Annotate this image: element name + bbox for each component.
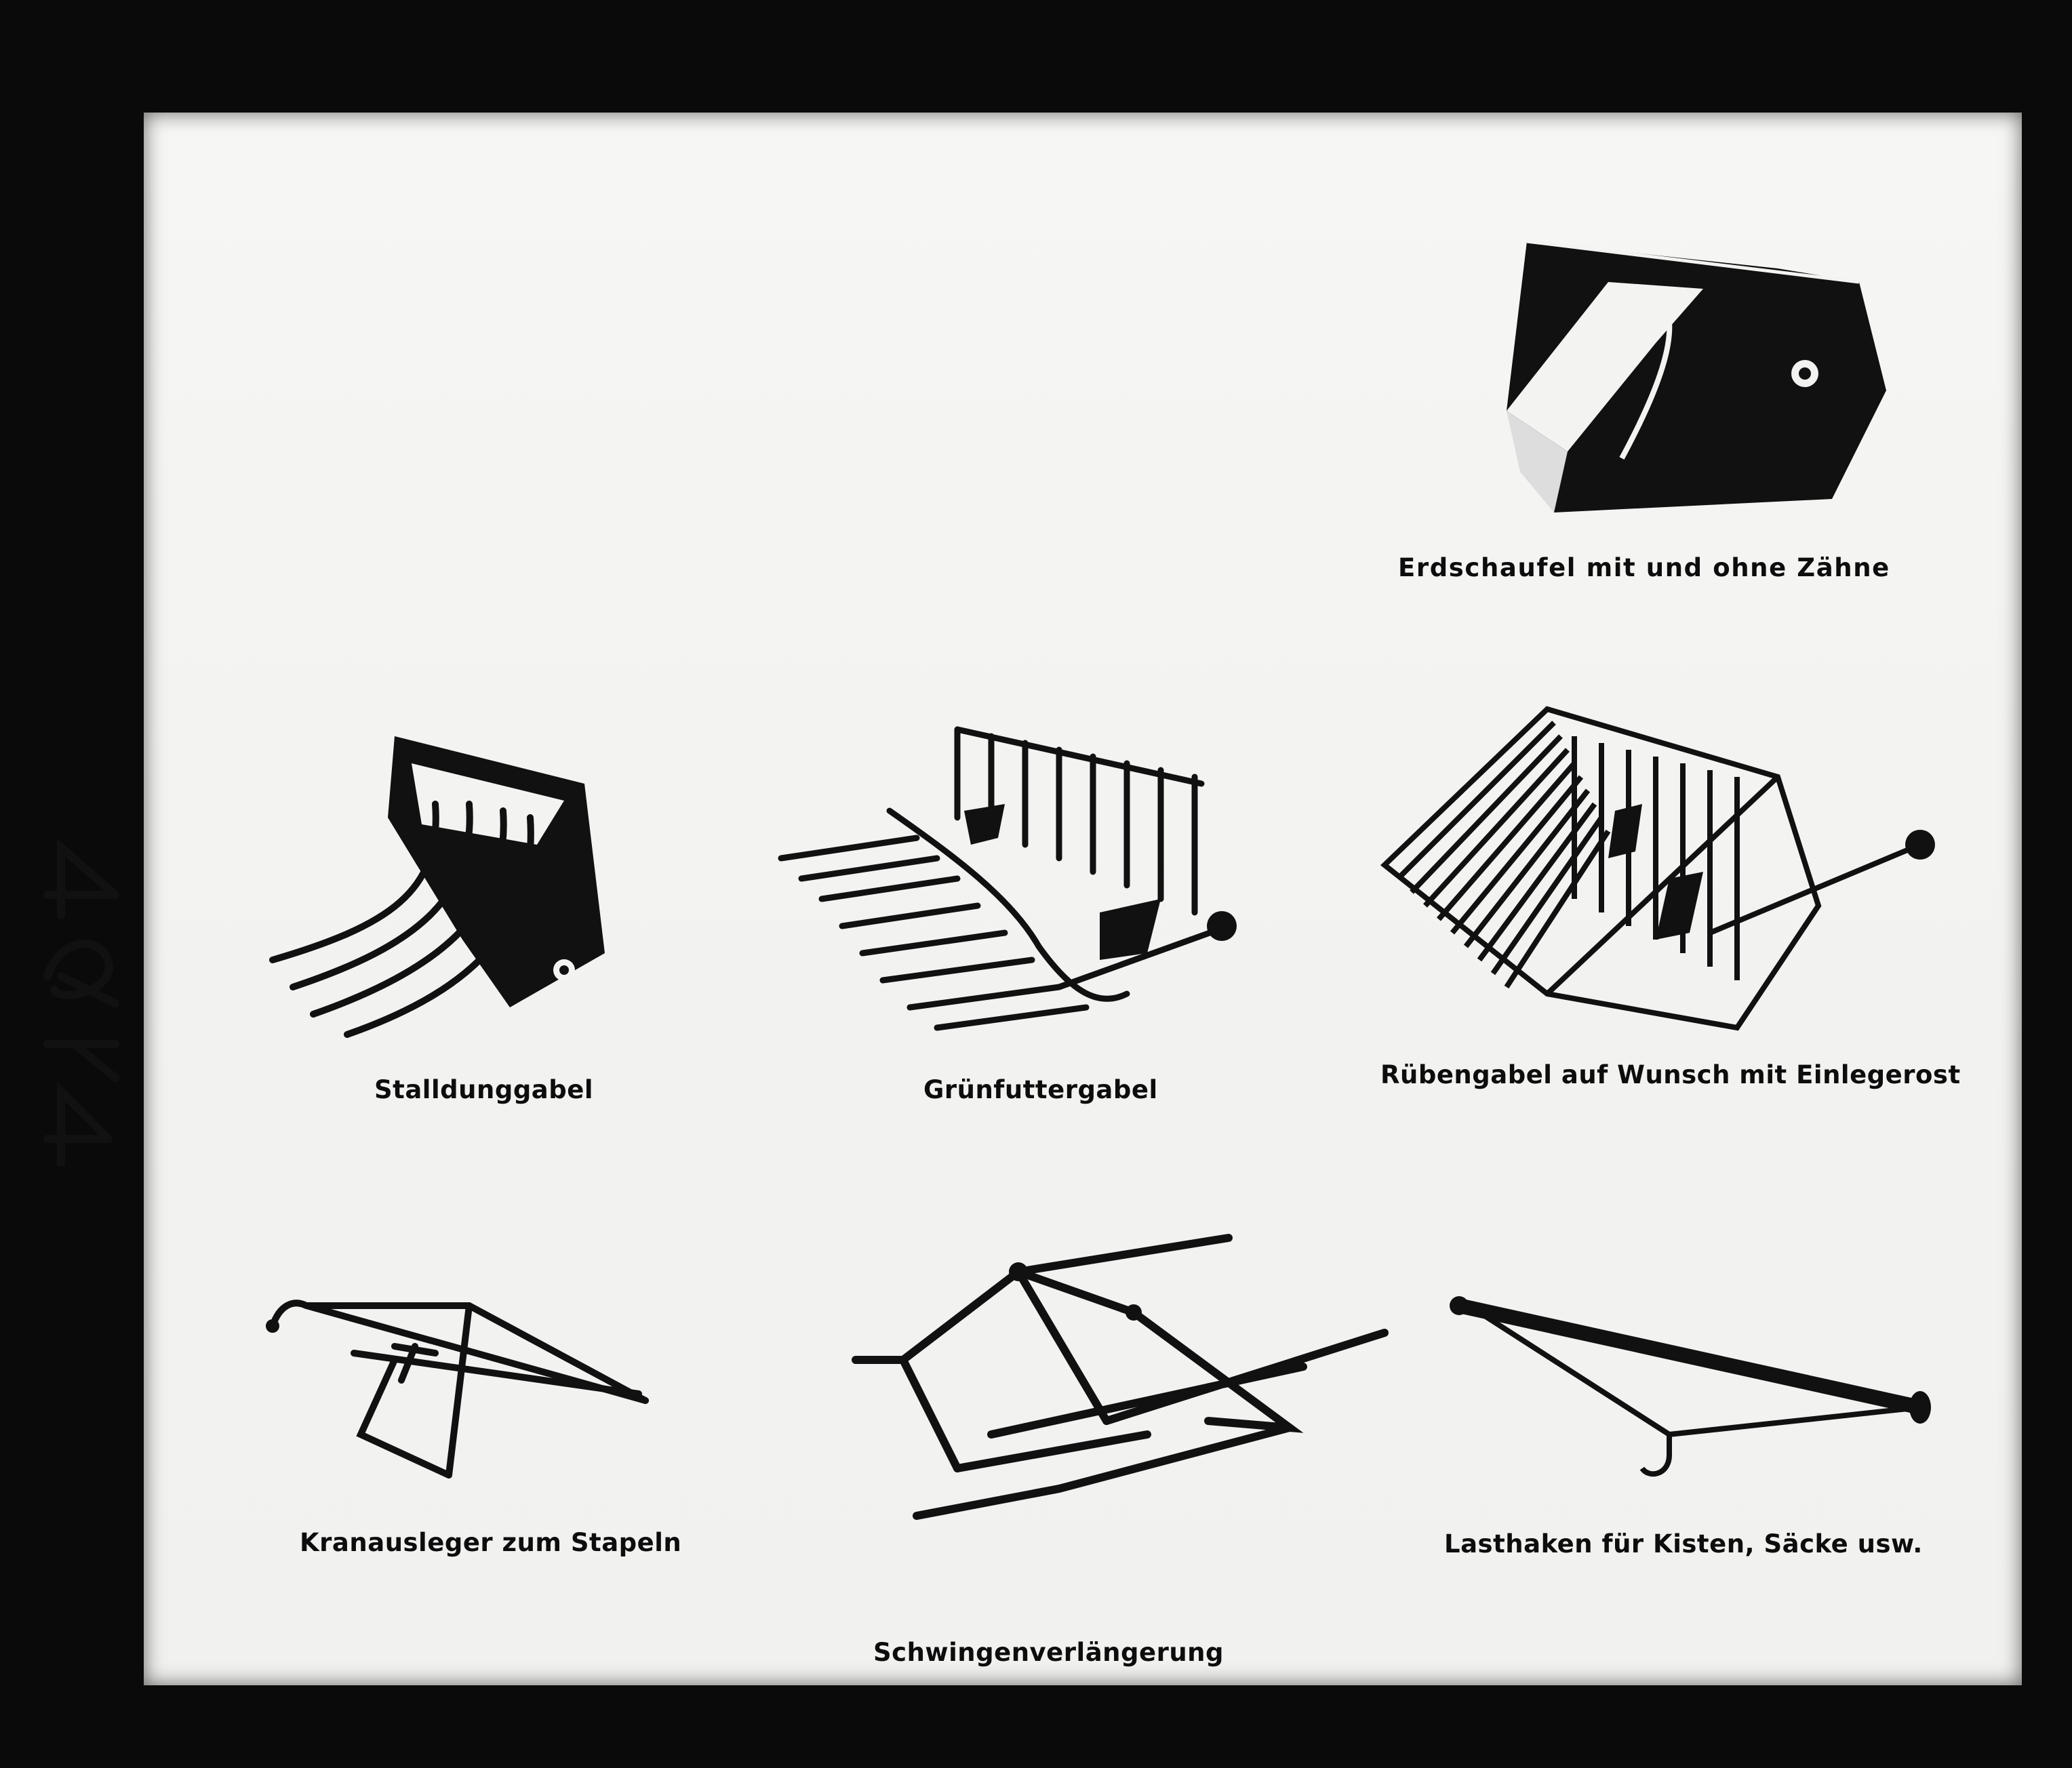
manure-fork-icon — [266, 723, 673, 1048]
caption-gruenfuttergabel: Grünfuttergabel — [923, 1075, 1158, 1104]
handwritten-margin-number — [20, 759, 136, 1166]
green-fodder-fork-icon — [781, 723, 1317, 1048]
caption-schwingenverlaengerung: Schwingenverlängerung — [873, 1638, 1224, 1667]
caption-ruebengabel: Rübengabel auf Wunsch mit Einlegerost — [1380, 1060, 1961, 1089]
load-hook-illustration — [1444, 1279, 1940, 1559]
earth-bucket-illustration — [1398, 241, 1927, 582]
handwritten-number-icon — [20, 759, 136, 1166]
illustration-plate — [144, 113, 2022, 1685]
caption-lasthaken: Lasthaken für Kisten, Säcke usw. — [1444, 1529, 1923, 1559]
earth-bucket-icon — [1452, 241, 1927, 540]
caption-erdschaufel: Erdschaufel mit und ohne Zähne — [1398, 553, 1890, 582]
boom-extension-illustration — [856, 1231, 1391, 1667]
green-fodder-fork-illustration — [781, 723, 1317, 1104]
beet-fork-icon — [1384, 709, 1947, 1028]
caption-stalldunggabel: Stalldunggabel — [374, 1075, 594, 1104]
manure-fork-illustration — [266, 723, 673, 1104]
boom-extension-icon — [856, 1231, 1391, 1536]
load-hook-icon — [1452, 1279, 1940, 1482]
crane-jib-illustration — [259, 1279, 682, 1557]
caption-kranausleger: Kranausleger zum Stapeln — [300, 1528, 682, 1557]
crane-jib-icon — [259, 1279, 679, 1502]
beet-fork-illustration — [1380, 709, 1961, 1089]
